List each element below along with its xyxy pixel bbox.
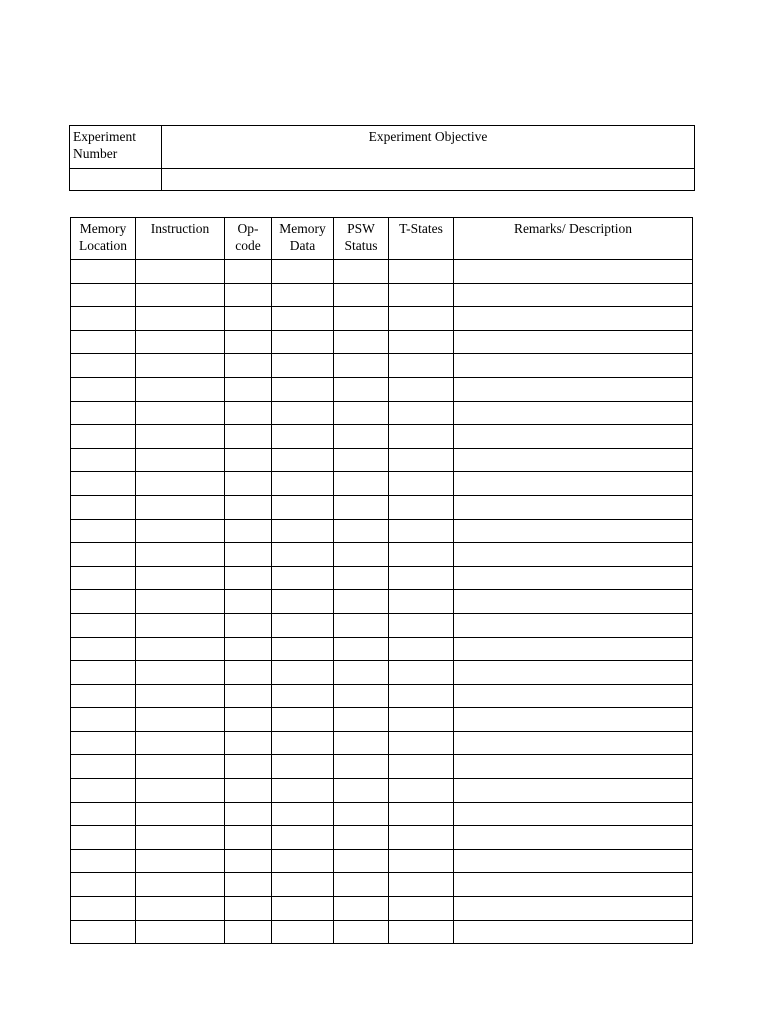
table-cell[interactable] <box>71 307 136 331</box>
table-cell[interactable] <box>136 283 225 307</box>
table-cell[interactable] <box>334 708 389 732</box>
table-cell[interactable] <box>71 637 136 661</box>
table-cell[interactable] <box>389 307 454 331</box>
table-cell[interactable] <box>334 307 389 331</box>
table-row <box>71 873 693 897</box>
program-table <box>70 217 693 944</box>
table-cell[interactable] <box>71 920 136 944</box>
table-row <box>71 448 693 472</box>
table-cell[interactable] <box>334 401 389 425</box>
column-header-instruction: Instruction <box>136 218 225 260</box>
table-cell[interactable] <box>454 802 693 826</box>
table-cell[interactable] <box>334 826 389 850</box>
table-cell[interactable] <box>334 802 389 826</box>
table-cell[interactable] <box>272 260 334 284</box>
table-cell[interactable] <box>389 354 454 378</box>
table-cell[interactable] <box>334 543 389 567</box>
table-cell[interactable] <box>225 849 272 873</box>
table-cell[interactable] <box>389 637 454 661</box>
table-row <box>71 613 693 637</box>
table-cell[interactable] <box>334 731 389 755</box>
experiment-number-field[interactable] <box>70 169 162 191</box>
table-cell[interactable] <box>225 425 272 449</box>
table-row <box>71 495 693 519</box>
table-row <box>71 731 693 755</box>
table-cell[interactable] <box>334 779 389 803</box>
table-cell[interactable] <box>272 472 334 496</box>
table-cell[interactable] <box>389 755 454 779</box>
table-cell[interactable] <box>71 330 136 354</box>
table-cell[interactable] <box>389 849 454 873</box>
table-cell[interactable] <box>225 330 272 354</box>
table-row <box>71 755 693 779</box>
table-cell[interactable] <box>389 708 454 732</box>
table-cell[interactable] <box>272 590 334 614</box>
table-cell[interactable] <box>225 354 272 378</box>
table-cell[interactable] <box>71 873 136 897</box>
table-cell[interactable] <box>71 802 136 826</box>
table-row <box>71 920 693 944</box>
table-cell[interactable] <box>71 849 136 873</box>
table-cell[interactable] <box>136 401 225 425</box>
table-cell[interactable] <box>71 519 136 543</box>
table-cell[interactable] <box>334 495 389 519</box>
table-cell[interactable] <box>454 283 693 307</box>
table-cell[interactable] <box>334 661 389 685</box>
column-header-remarks: Remarks/ Description <box>454 218 693 260</box>
table-cell[interactable] <box>454 354 693 378</box>
table-cell[interactable] <box>71 755 136 779</box>
table-cell[interactable] <box>454 755 693 779</box>
table-cell[interactable] <box>225 401 272 425</box>
table-cell[interactable] <box>389 260 454 284</box>
experiment-header-table <box>69 125 695 191</box>
table-cell[interactable] <box>71 684 136 708</box>
table-cell[interactable] <box>389 283 454 307</box>
table-cell[interactable] <box>136 590 225 614</box>
table-cell[interactable] <box>272 637 334 661</box>
table-cell[interactable] <box>454 519 693 543</box>
table-cell[interactable] <box>334 849 389 873</box>
table-cell[interactable] <box>136 897 225 921</box>
table-cell[interactable] <box>334 472 389 496</box>
table-cell[interactable] <box>389 401 454 425</box>
table-cell[interactable] <box>71 448 136 472</box>
table-cell[interactable] <box>272 354 334 378</box>
table-cell[interactable] <box>389 330 454 354</box>
table-row <box>71 590 693 614</box>
table-cell[interactable] <box>71 425 136 449</box>
table-cell[interactable] <box>454 920 693 944</box>
table-cell[interactable] <box>225 307 272 331</box>
table-cell[interactable] <box>454 897 693 921</box>
table-cell[interactable] <box>225 779 272 803</box>
table-cell[interactable] <box>225 613 272 637</box>
table-cell[interactable] <box>334 637 389 661</box>
table-row <box>71 849 693 873</box>
table-cell[interactable] <box>389 897 454 921</box>
table-cell[interactable] <box>225 448 272 472</box>
column-header-opcode: Op- code <box>225 218 272 260</box>
table-cell[interactable] <box>454 260 693 284</box>
table-cell[interactable] <box>225 873 272 897</box>
table-cell[interactable] <box>454 590 693 614</box>
table-cell[interactable] <box>272 566 334 590</box>
table-cell[interactable] <box>272 708 334 732</box>
table-cell[interactable] <box>136 566 225 590</box>
table-cell[interactable] <box>71 283 136 307</box>
table-cell[interactable] <box>225 897 272 921</box>
table-row <box>71 684 693 708</box>
table-cell[interactable] <box>389 495 454 519</box>
table-cell[interactable] <box>71 708 136 732</box>
table-cell[interactable] <box>225 708 272 732</box>
table-cell[interactable] <box>389 613 454 637</box>
table-cell[interactable] <box>389 519 454 543</box>
experiment-number-label: Experiment Number <box>70 126 162 169</box>
table-cell[interactable] <box>272 448 334 472</box>
table-cell[interactable] <box>334 354 389 378</box>
table-row <box>71 708 693 732</box>
table-cell[interactable] <box>334 920 389 944</box>
table-row <box>71 425 693 449</box>
column-header-memory-data: Memory Data <box>272 218 334 260</box>
table-cell[interactable] <box>136 377 225 401</box>
table-cell[interactable] <box>454 543 693 567</box>
table-cell[interactable] <box>454 472 693 496</box>
table-cell[interactable] <box>225 519 272 543</box>
table-cell[interactable] <box>225 377 272 401</box>
table-cell[interactable] <box>71 661 136 685</box>
table-cell[interactable] <box>334 613 389 637</box>
table-cell[interactable] <box>454 873 693 897</box>
table-cell[interactable] <box>71 897 136 921</box>
table-cell[interactable] <box>334 283 389 307</box>
table-cell[interactable] <box>454 448 693 472</box>
table-cell[interactable] <box>225 260 272 284</box>
table-cell[interactable] <box>272 684 334 708</box>
table-cell[interactable] <box>334 330 389 354</box>
table-cell[interactable] <box>454 779 693 803</box>
table-cell[interactable] <box>136 873 225 897</box>
table-cell[interactable] <box>136 920 225 944</box>
table-cell[interactable] <box>334 519 389 543</box>
table-cell[interactable] <box>389 661 454 685</box>
table-row <box>71 472 693 496</box>
table-cell[interactable] <box>272 849 334 873</box>
table-cell[interactable] <box>136 661 225 685</box>
column-header-t-states: T-States <box>389 218 454 260</box>
table-cell[interactable] <box>136 425 225 449</box>
table-cell[interactable] <box>225 802 272 826</box>
table-cell[interactable] <box>389 826 454 850</box>
table-cell[interactable] <box>225 590 272 614</box>
table-cell[interactable] <box>454 826 693 850</box>
table-cell[interactable] <box>136 472 225 496</box>
table-row <box>71 307 693 331</box>
experiment-objective-field[interactable] <box>162 169 695 191</box>
table-cell[interactable] <box>389 377 454 401</box>
table-cell[interactable] <box>272 779 334 803</box>
table-row <box>71 377 693 401</box>
table-cell[interactable] <box>389 448 454 472</box>
table-cell[interactable] <box>225 826 272 850</box>
table-cell[interactable] <box>454 684 693 708</box>
table-cell[interactable] <box>272 330 334 354</box>
table-cell[interactable] <box>272 661 334 685</box>
table-cell[interactable] <box>71 566 136 590</box>
table-row <box>71 519 693 543</box>
table-cell[interactable] <box>71 731 136 755</box>
table-cell[interactable] <box>136 731 225 755</box>
table-cell[interactable] <box>389 425 454 449</box>
table-cell[interactable] <box>225 684 272 708</box>
table-row <box>71 566 693 590</box>
table-row <box>71 283 693 307</box>
table-cell[interactable] <box>272 897 334 921</box>
table-cell[interactable] <box>389 543 454 567</box>
table-cell[interactable] <box>136 495 225 519</box>
table-cell[interactable] <box>454 613 693 637</box>
table-cell[interactable] <box>225 661 272 685</box>
table-cell[interactable] <box>71 590 136 614</box>
table-row <box>71 401 693 425</box>
table-cell[interactable] <box>136 826 225 850</box>
table-cell[interactable] <box>272 519 334 543</box>
table-cell[interactable] <box>71 354 136 378</box>
table-cell[interactable] <box>272 920 334 944</box>
table-cell[interactable] <box>334 260 389 284</box>
table-cell[interactable] <box>334 448 389 472</box>
table-cell[interactable] <box>454 731 693 755</box>
table-cell[interactable] <box>272 543 334 567</box>
table-row <box>71 330 693 354</box>
table-cell[interactable] <box>136 543 225 567</box>
column-header-memory-location: Memory Location <box>71 218 136 260</box>
table-cell[interactable] <box>136 849 225 873</box>
table-cell[interactable] <box>225 543 272 567</box>
table-cell[interactable] <box>389 684 454 708</box>
table-cell[interactable] <box>454 495 693 519</box>
table-cell[interactable] <box>225 566 272 590</box>
table-cell[interactable] <box>71 401 136 425</box>
table-cell[interactable] <box>136 260 225 284</box>
table-cell[interactable] <box>454 708 693 732</box>
table-row <box>71 661 693 685</box>
table-cell[interactable] <box>389 873 454 897</box>
table-cell[interactable] <box>272 802 334 826</box>
table-cell[interactable] <box>334 377 389 401</box>
experiment-objective-label: Experiment Objective <box>162 126 695 169</box>
table-row <box>71 897 693 921</box>
table-cell[interactable] <box>272 283 334 307</box>
table-cell[interactable] <box>389 731 454 755</box>
table-cell[interactable] <box>71 472 136 496</box>
table-cell[interactable] <box>454 330 693 354</box>
table-cell[interactable] <box>136 330 225 354</box>
table-cell[interactable] <box>272 613 334 637</box>
table-cell[interactable] <box>71 260 136 284</box>
table-cell[interactable] <box>225 283 272 307</box>
table-cell[interactable] <box>225 472 272 496</box>
table-cell[interactable] <box>272 401 334 425</box>
table-cell[interactable] <box>136 637 225 661</box>
table-cell[interactable] <box>389 566 454 590</box>
table-row <box>71 354 693 378</box>
table-cell[interactable] <box>454 849 693 873</box>
table-cell[interactable] <box>389 590 454 614</box>
table-cell[interactable] <box>389 802 454 826</box>
table-row <box>71 802 693 826</box>
table-cell[interactable] <box>454 425 693 449</box>
table-cell[interactable] <box>225 731 272 755</box>
table-cell[interactable] <box>71 779 136 803</box>
table-cell[interactable] <box>225 637 272 661</box>
table-cell[interactable] <box>71 826 136 850</box>
table-cell[interactable] <box>454 637 693 661</box>
table-cell[interactable] <box>334 897 389 921</box>
table-cell[interactable] <box>334 425 389 449</box>
table-cell[interactable] <box>272 873 334 897</box>
table-cell[interactable] <box>272 495 334 519</box>
table-cell[interactable] <box>71 543 136 567</box>
table-cell[interactable] <box>454 566 693 590</box>
program-table-body <box>71 260 693 944</box>
table-cell[interactable] <box>334 873 389 897</box>
table-row <box>71 260 693 284</box>
table-cell[interactable] <box>225 495 272 519</box>
table-cell[interactable] <box>454 661 693 685</box>
table-cell[interactable] <box>136 613 225 637</box>
table-row <box>71 637 693 661</box>
table-cell[interactable] <box>454 307 693 331</box>
table-cell[interactable] <box>272 731 334 755</box>
table-cell[interactable] <box>454 377 693 401</box>
table-cell[interactable] <box>225 755 272 779</box>
table-cell[interactable] <box>334 755 389 779</box>
table-cell[interactable] <box>272 826 334 850</box>
table-cell[interactable] <box>71 613 136 637</box>
table-cell[interactable] <box>136 684 225 708</box>
table-cell[interactable] <box>272 755 334 779</box>
table-cell[interactable] <box>389 920 454 944</box>
table-row <box>71 779 693 803</box>
table-cell[interactable] <box>136 519 225 543</box>
program-table-header <box>71 218 693 260</box>
table-cell[interactable] <box>272 425 334 449</box>
table-cell[interactable] <box>136 779 225 803</box>
table-cell[interactable] <box>136 307 225 331</box>
table-row <box>71 826 693 850</box>
table-cell[interactable] <box>454 401 693 425</box>
table-row <box>71 543 693 567</box>
table-cell[interactable] <box>272 377 334 401</box>
table-cell[interactable] <box>225 920 272 944</box>
table-cell[interactable] <box>136 802 225 826</box>
table-cell[interactable] <box>136 354 225 378</box>
table-cell[interactable] <box>136 448 225 472</box>
table-cell[interactable] <box>71 377 136 401</box>
table-cell[interactable] <box>389 779 454 803</box>
table-cell[interactable] <box>136 708 225 732</box>
table-cell[interactable] <box>71 495 136 519</box>
table-cell[interactable] <box>334 566 389 590</box>
table-cell[interactable] <box>334 684 389 708</box>
table-cell[interactable] <box>272 307 334 331</box>
table-cell[interactable] <box>136 755 225 779</box>
table-cell[interactable] <box>389 472 454 496</box>
table-cell[interactable] <box>334 590 389 614</box>
column-header-psw-status: PSW Status <box>334 218 389 260</box>
